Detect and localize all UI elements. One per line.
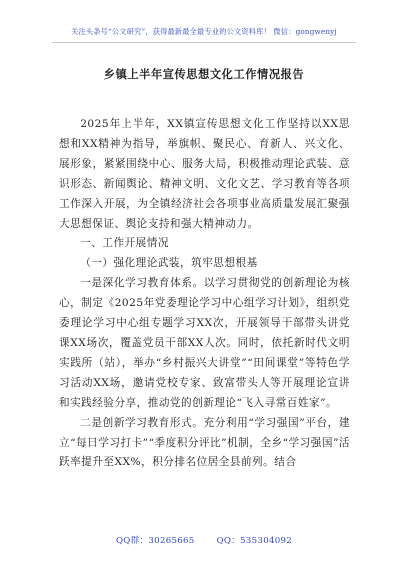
header-divider: [52, 42, 356, 43]
qq-number: QQ：535304092: [216, 536, 293, 546]
document-body: [59, 115, 350, 473]
document-title: 乡镇上半年宣传思想文化工作情况报告: [103, 67, 305, 81]
qq-group-number: QQ群：30265665: [115, 536, 195, 546]
body-paragraph-2: 二是创新学习教育形式。充分利用“学习强国”平台，建立“每日学习打卡”“季度积分评比”机制，全乡“学习强国”活跃率提升至XX%，积分排名位居全县前列。结合: [59, 416, 350, 469]
body-paragraph-1: 一是深化学习教育体系。以学习贯彻党的创新理论为核心，制定《2025年党委理论学习中心组学习计划》，组织党委理论学习中心组专题学习XX次，开展领导干部带头讲党课XX场次，覆盖党员干部XX人次。同时，依托新时代文明实践所（站），举办“乡村振兴大讲堂”“田间课堂”等特色学习活动XX场，邀请党校专家、致富带头人等开展理论宣讲和实践经验分享，推动党的创新理论“飞入寻常百姓家”。: [59, 277, 350, 409]
promo-header: 关注头条号“公文研究”，获得最新最全最专业的公文资料库！ 微信：gongwenyj: [71, 27, 337, 36]
contact-footer: [0, 534, 408, 546]
subsection-heading: （一）强化理论武装，筑牢思想根基: [80, 257, 258, 270]
intro-paragraph: 2025年上半年，XX镇宣传思想文化工作坚持以XX思想和XX精神为指导，举旗帜、聚民心、育新人、兴文化、展形象，紧紧围绕中心、服务大局，积极推动理论武装、意识形态、新闻舆论、精神文明、文化文艺、学习教育等各项工作深入开展，为全镇经济社会各项事业高质量发展汇聚强大思想保证、舆论支持和强大精神动力。: [59, 118, 350, 230]
section-heading: 一、工作开展情况: [80, 237, 169, 250]
